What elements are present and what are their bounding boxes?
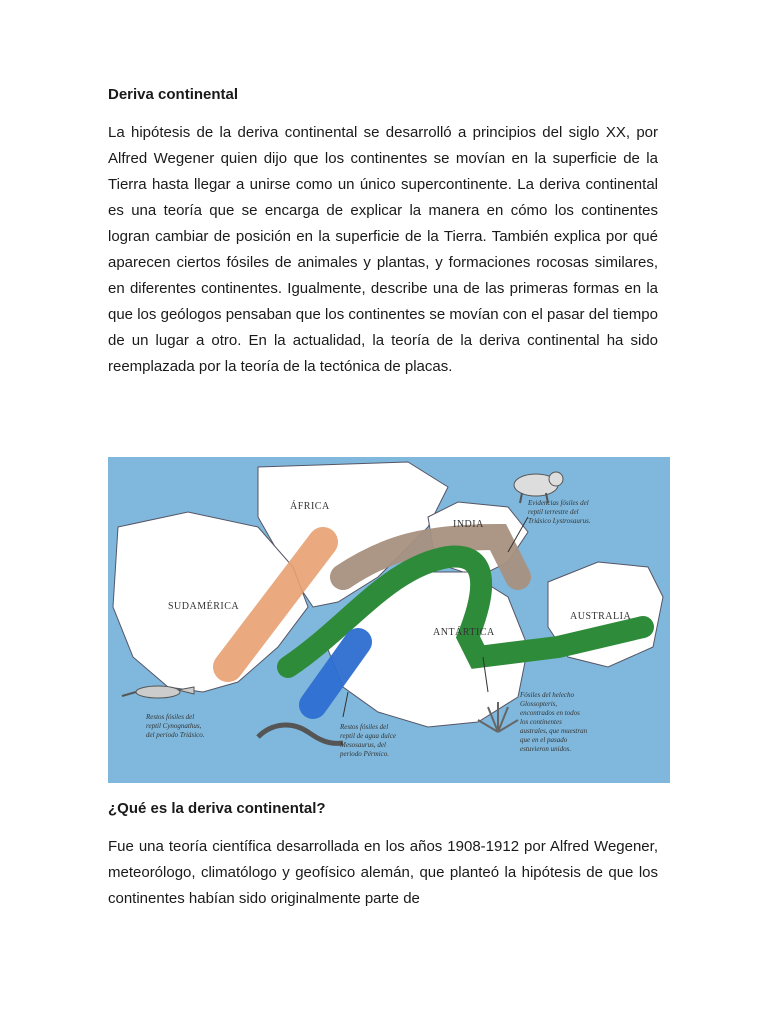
label-india: INDIA — [453, 519, 484, 530]
note-lystrosaurus: Evidencias fósiles del reptil terrestre del Triásico Lystrosaurus. — [528, 499, 591, 525]
label-antartica: ANTÁRTICA — [433, 627, 495, 638]
mesosaurus-icon — [258, 725, 343, 743]
definition-paragraph: Fue una teoría científica desarrollada en los años 1908-1912 por Alfred Wegener, meteorólogo, climatólogo y geofísico alemán, que planteó la hipótesis de que los continentes habían sido originalmente parte de — [108, 838, 658, 907]
label-africa: ÁFRICA — [290, 501, 330, 512]
continental-drift-map — [108, 457, 670, 783]
note-glossopteris: Fósiles del helecho Glossopteris, encontrados en todos los continentes australes, que muestran que en el pasado estuvieron unidos. — [520, 691, 588, 753]
section-heading: Deriva continental — [108, 86, 239, 103]
intro-paragraph: La hipótesis de la deriva continental se desarrolló a principios del siglo XX, por Alfred Wegener quien dijo que los continentes se movían en la superficie de la Tierra hasta llegar a unirse como un único supercontinente. La deriva continental es una teoría que se encarga de explicar la manera en cómo los continentes logran cambiar de posición en la superficie de la Tierra. También explica por qué aparecen ciertos fósiles de animales y plantas, y formaciones rocosas similares, en diferentes continentes. Igualmente, describe una de las primeras formas en la que los geólogos pensaban que los continentes se movían con el pasar del tiempo de un lugar a otro. En la actualidad, la teoría de la deriva continental ha sido reemplazada por la teoría de la tectónica de placas. — [108, 124, 658, 375]
section-heading-question: ¿Qué es la deriva continental? — [108, 800, 326, 817]
label-sudamerica: SUDAMÉRICA — [168, 601, 240, 612]
note-cynognathus: Restos fósiles del reptil Cynognathus, del periodo Triásico. — [146, 713, 205, 739]
label-australia: AUSTRALIA — [570, 611, 632, 622]
note-mesosaurus: Restos fósiles del reptil de agua dulce Mesosaurus, del periodo Pérmico. — [340, 723, 396, 758]
map-illustration — [108, 457, 670, 783]
